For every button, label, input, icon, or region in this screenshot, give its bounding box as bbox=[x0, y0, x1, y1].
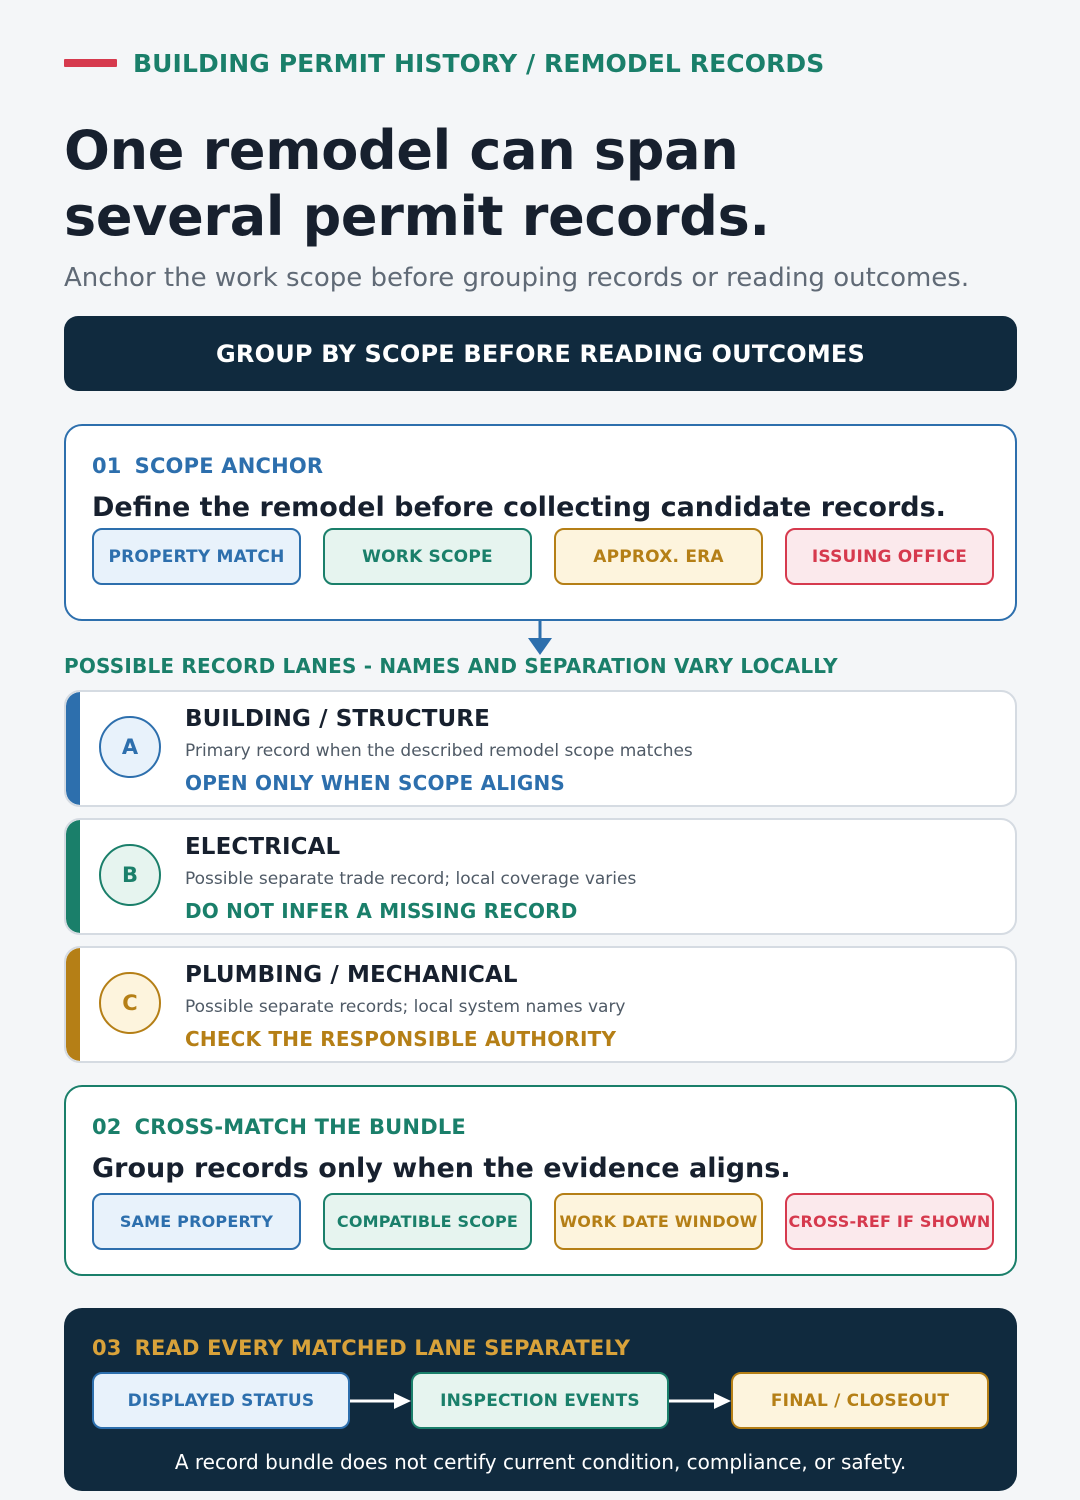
lane-plumbing-mechanical bbox=[64, 946, 1017, 1063]
lane-title: BUILDING / STRUCTURE bbox=[185, 706, 490, 732]
disclaimer-text: A record bundle does not certify current condition, compliance, or safety. bbox=[174, 1450, 907, 1474]
step-2-number: 02 bbox=[92, 1115, 122, 1139]
step-1-chip-row bbox=[92, 528, 994, 585]
page-title-line-1: One remodel can span bbox=[64, 119, 739, 182]
chip-issuing-office: ISSUING OFFICE bbox=[785, 528, 994, 585]
page-title bbox=[64, 118, 770, 250]
step-3-flow bbox=[92, 1372, 989, 1430]
flow-final-closeout: FINAL / CLOSEOUT bbox=[731, 1372, 989, 1429]
page-title-line-2: several permit records. bbox=[64, 185, 770, 248]
step-2-label bbox=[92, 1115, 466, 1139]
lane-accent-stripe bbox=[66, 692, 80, 805]
step-3-label bbox=[92, 1336, 630, 1360]
flow-inspection-events: INSPECTION EVENTS bbox=[411, 1372, 669, 1429]
step-2-title: CROSS-MATCH THE BUNDLE bbox=[134, 1115, 466, 1139]
step-1-heading: Define the remodel before collecting candidate records. bbox=[92, 492, 946, 523]
eyebrow-label: BUILDING PERMIT HISTORY / REMODEL RECORDS bbox=[133, 49, 825, 78]
lane-action: DO NOT INFER A MISSING RECORD bbox=[185, 899, 578, 923]
lane-accent-stripe bbox=[66, 948, 80, 1061]
step-1-title: SCOPE ANCHOR bbox=[134, 454, 324, 478]
chip-compatible-scope: COMPATIBLE SCOPE bbox=[323, 1193, 532, 1250]
lane-title: PLUMBING / MECHANICAL bbox=[185, 962, 518, 988]
right-arrow-icon bbox=[350, 1393, 411, 1409]
lane-description: Primary record when the described remodel scope matches bbox=[185, 741, 693, 761]
step-2-heading: Group records only when the evidence aligns. bbox=[92, 1153, 791, 1184]
flow-displayed-status: DISPLAYED STATUS bbox=[92, 1372, 350, 1429]
step-3-number: 03 bbox=[92, 1336, 122, 1360]
step-1-number: 01 bbox=[92, 454, 122, 478]
right-arrow-icon bbox=[669, 1393, 731, 1409]
lane-description: Possible separate trade record; local coverage varies bbox=[185, 869, 637, 889]
step-3-read-lanes-card bbox=[64, 1308, 1017, 1491]
record-lanes-label: POSSIBLE RECORD LANES - NAMES AND SEPARATION VARY LOCALLY bbox=[64, 654, 838, 678]
lane-description: Possible separate records; local system names vary bbox=[185, 997, 626, 1017]
lane-accent-stripe bbox=[66, 820, 80, 933]
lane-title: ELECTRICAL bbox=[185, 834, 341, 860]
lane-letter-badge: C bbox=[99, 972, 161, 1034]
down-arrow-icon bbox=[528, 620, 552, 656]
chip-same-property: SAME PROPERTY bbox=[92, 1193, 301, 1250]
step-1-label bbox=[92, 454, 323, 478]
step-3-title: READ EVERY MATCHED LANE SEPARATELY bbox=[134, 1336, 631, 1360]
step-2-chip-row bbox=[92, 1193, 994, 1250]
eyebrow-accent-bar bbox=[64, 59, 117, 67]
lane-action: CHECK THE RESPONSIBLE AUTHORITY bbox=[185, 1027, 617, 1051]
page-subtitle: Anchor the work scope before grouping records or reading outcomes. bbox=[64, 263, 970, 293]
lane-electrical bbox=[64, 818, 1017, 935]
scope-banner: GROUP BY SCOPE BEFORE READING OUTCOMES bbox=[64, 316, 1017, 391]
lane-building-structure bbox=[64, 690, 1017, 807]
chip-property-match: PROPERTY MATCH bbox=[92, 528, 301, 585]
lane-letter-badge: B bbox=[99, 844, 161, 906]
chip-approx-era: APPROX. ERA bbox=[554, 528, 763, 585]
chip-cross-ref: CROSS-REF IF SHOWN bbox=[785, 1193, 994, 1250]
lane-letter-badge: A bbox=[99, 716, 161, 778]
chip-work-date-window: WORK DATE WINDOW bbox=[554, 1193, 763, 1250]
lane-action: OPEN ONLY WHEN SCOPE ALIGNS bbox=[185, 771, 565, 795]
step-2-cross-match-card bbox=[64, 1085, 1017, 1276]
step-1-scope-anchor-card bbox=[64, 424, 1017, 621]
chip-work-scope: WORK SCOPE bbox=[323, 528, 532, 585]
